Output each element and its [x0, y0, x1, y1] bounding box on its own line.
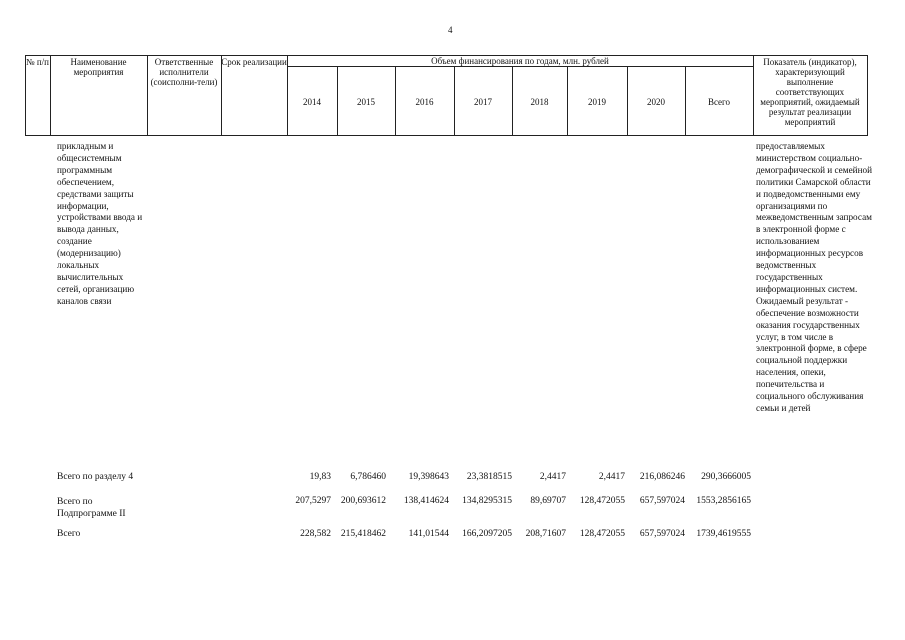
- indicator-continued: предоставляемых министерством социально-демографической и семейной политики Самарской области и подведомственными ему организациями по межведомственным запросам в электронной форме с использованием информационных ресурсов ведомственных государственных информационных систем. Ожидаемый результат - обеспечение возможности оказания государственных услуг, в том числе в электронной форме, в сфере социальной поддержки населения, опеки, попечительства и социального обслуживания семьи и детей: [756, 141, 872, 413]
- header-year-2020: 2020: [647, 97, 665, 107]
- row-value: 657,597024: [639, 496, 685, 506]
- row-value: 23,3818515: [466, 472, 512, 482]
- row-value: 228,582: [300, 529, 331, 539]
- row-value: 2,4417: [598, 472, 625, 482]
- header-term: Срок реализации: [221, 57, 287, 67]
- header-year-2019: 2019: [588, 97, 606, 107]
- row-value: 215,418462: [340, 529, 386, 539]
- row-value: 200,693612: [340, 496, 386, 506]
- row-value: 216,086246: [639, 472, 685, 482]
- header-total: Всего: [707, 97, 731, 107]
- measure-name-continued: прикладным и общесистемным программным обеспечением, средствами защиты информации, устройствами ввода и вывода данных, создание (модернизацию) локальных вычислительных сетей, организацию каналов связи: [57, 141, 143, 306]
- row-value: 1553,2856165: [696, 496, 751, 506]
- row-label: Всего по Подпрограмме II: [57, 497, 126, 519]
- row-value: 89,69707: [530, 496, 566, 506]
- row-label: Всего: [57, 529, 81, 539]
- header-responsible: Ответственные исполнители (соисполни-тели): [150, 57, 218, 87]
- header-year-2018: 2018: [530, 97, 549, 107]
- row-value: 166,2097205: [462, 529, 512, 539]
- header-name: Наименование мероприятия: [70, 57, 127, 77]
- row-value: 19,398643: [408, 472, 449, 482]
- row-value: 1739,4619555: [696, 529, 751, 539]
- row-label: Всего по разделу 4: [57, 472, 134, 482]
- row-value: 128,472055: [579, 529, 625, 539]
- header-num: № п/п: [26, 57, 49, 67]
- row-value: 2,4417: [539, 472, 566, 482]
- row-value: 141,01544: [408, 529, 449, 539]
- row-value: 6,786460: [350, 472, 386, 482]
- row-value: 138,414624: [403, 496, 449, 506]
- header-year-2014: 2014: [303, 97, 321, 107]
- header-year-2017: 2017: [474, 97, 492, 107]
- row-value: 207,5297: [295, 496, 331, 506]
- header-year-2015: 2015: [357, 97, 375, 107]
- row-value: 208,71607: [525, 529, 566, 539]
- row-value: 134,8295315: [462, 496, 512, 506]
- row-value: 657,597024: [639, 529, 685, 539]
- row-value: 128,472055: [579, 496, 625, 506]
- header-funding: Объем финансирования по годам, млн. рублей: [431, 56, 609, 66]
- header-year-2016: 2016: [415, 97, 434, 107]
- header-indicator: Показатель (индикатор), характеризующий выполнение соответствующих мероприятий, ожидаемый результат реализации мероприятий: [760, 57, 860, 127]
- row-value: 290,3666005: [701, 472, 751, 482]
- row-value: 19,83: [309, 472, 331, 482]
- page-number: 4: [448, 25, 453, 35]
